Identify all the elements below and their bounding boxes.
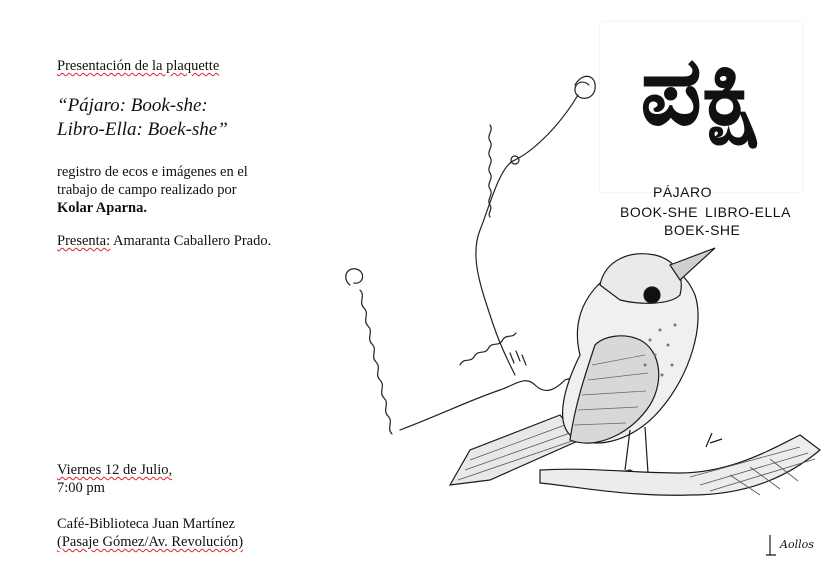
presenter-name: Amaranta Caballero Prado.: [112, 233, 272, 249]
title-block: [57, 94, 228, 142]
artist-signature: Aollos: [780, 538, 814, 551]
sketch-wander-line: [476, 95, 578, 375]
event-datetime: [57, 461, 172, 497]
venue-name: Café-Biblioteca Juan Martínez: [57, 516, 235, 532]
intro-label: Presentación de la plaquette: [57, 58, 220, 74]
author-name: Kolar Aparna: [57, 200, 144, 216]
bird-beak: [670, 248, 715, 280]
sketch-ticks: [510, 351, 526, 365]
presenter-line: [57, 232, 271, 250]
logo-panel: [600, 22, 802, 192]
logo-line-boek-she: BOEK-SHE: [664, 222, 741, 238]
kannada-logo-glyph: ಪಕ್ಷಿ: [640, 35, 762, 147]
description-line-2: trabajo de campo realizado por: [57, 182, 237, 198]
description-block: [57, 163, 248, 217]
logo-line-libro-ella: LIBRO-ELLA: [705, 204, 791, 220]
event-venue: [57, 515, 243, 551]
author-period: .: [143, 200, 147, 216]
title-line-1: “Pájaro: Book-she:: [57, 95, 208, 116]
signature-mark: [766, 535, 776, 555]
description-line-1: registro de ecos e imágenes en el: [57, 164, 248, 180]
presenter-label: Presenta:: [57, 233, 111, 249]
sketch-loop-left: [346, 269, 363, 285]
intro-text: [57, 57, 219, 75]
logo-line-pajaro: PÁJARO: [653, 184, 713, 200]
venue-address: (Pasaje Gómez/Av. Revolución): [57, 534, 244, 550]
bird-eye: [644, 287, 660, 303]
event-date: Viernes 12 de Julio,: [57, 462, 173, 478]
bird-drawing: [450, 248, 820, 555]
event-time: 7:00 pm: [57, 480, 105, 496]
sketch-scribble-word-2: [360, 290, 392, 434]
title-line-2: Libro-Ella: Boek-she”: [57, 119, 228, 140]
logo-line-book-she: BOOK-SHE: [620, 204, 698, 220]
description-line-3: [57, 199, 248, 217]
